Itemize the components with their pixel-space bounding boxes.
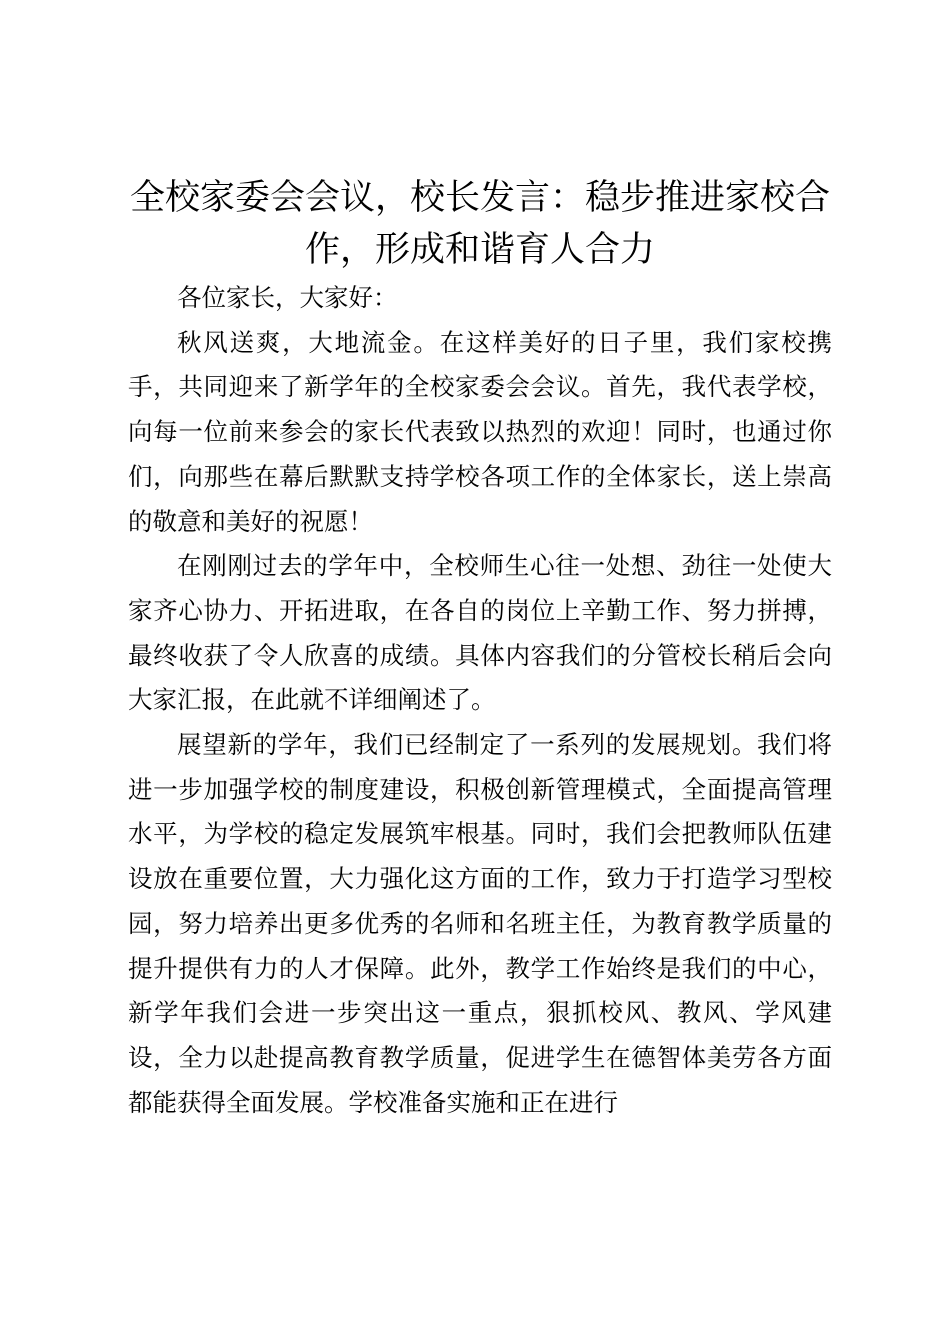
paragraph-welcome: 秋风送爽，大地流金。在这样美好的日子里，我们家校携手，共同迎来了新学年的全校家委会会议。首先，我代表学校，向每一位前来参会的家长代表致以热烈的欢迎！同时，也通过你们，向那些在幕后默默支持学校各项工作的全体家长，送上崇高的敬意和美好的祝愿！ bbox=[128, 327, 832, 536]
document-body bbox=[128, 276, 832, 1125]
paragraph-review: 在刚刚过去的学年中，全校师生心往一处想、劲往一处使大家齐心协力、开拓进取，在各自的岗位上辛勤工作、努力拼搏，最终收获了令人欣喜的成绩。具体内容我们的分管校长稍后会向大家汇报，在此就不详细阐述了。 bbox=[128, 551, 832, 715]
paragraph-outlook: 展望新的学年，我们已经制定了一系列的发展规划。我们将进一步加强学校的制度建设，积极创新管理模式，全面提高管理水平，为学校的稳定发展筑牢根基。同时，我们会把教师队伍建设放在重要位置，大力强化这方面的工作，致力于打造学习型校园，努力培养出更多优秀的名师和名班主任，为教育教学质量的提升提供有力的人才保障。此外，教学工作始终是我们的中心，新学年我们会进一步突出这一重点，狠抓校风、教风、学风建设，全力以赴提高教育教学质量，促进学生在德智体美劳各方面都能获得全面发展。学校准备实施和正在进行 bbox=[128, 730, 832, 1117]
paragraph-greeting: 各位家长，大家好： bbox=[177, 283, 398, 312]
document-title: 全校家委会会议，校长发言：稳步推进家校合作，形成和谐育人合力 bbox=[129, 178, 830, 270]
document-page bbox=[128, 172, 832, 1125]
